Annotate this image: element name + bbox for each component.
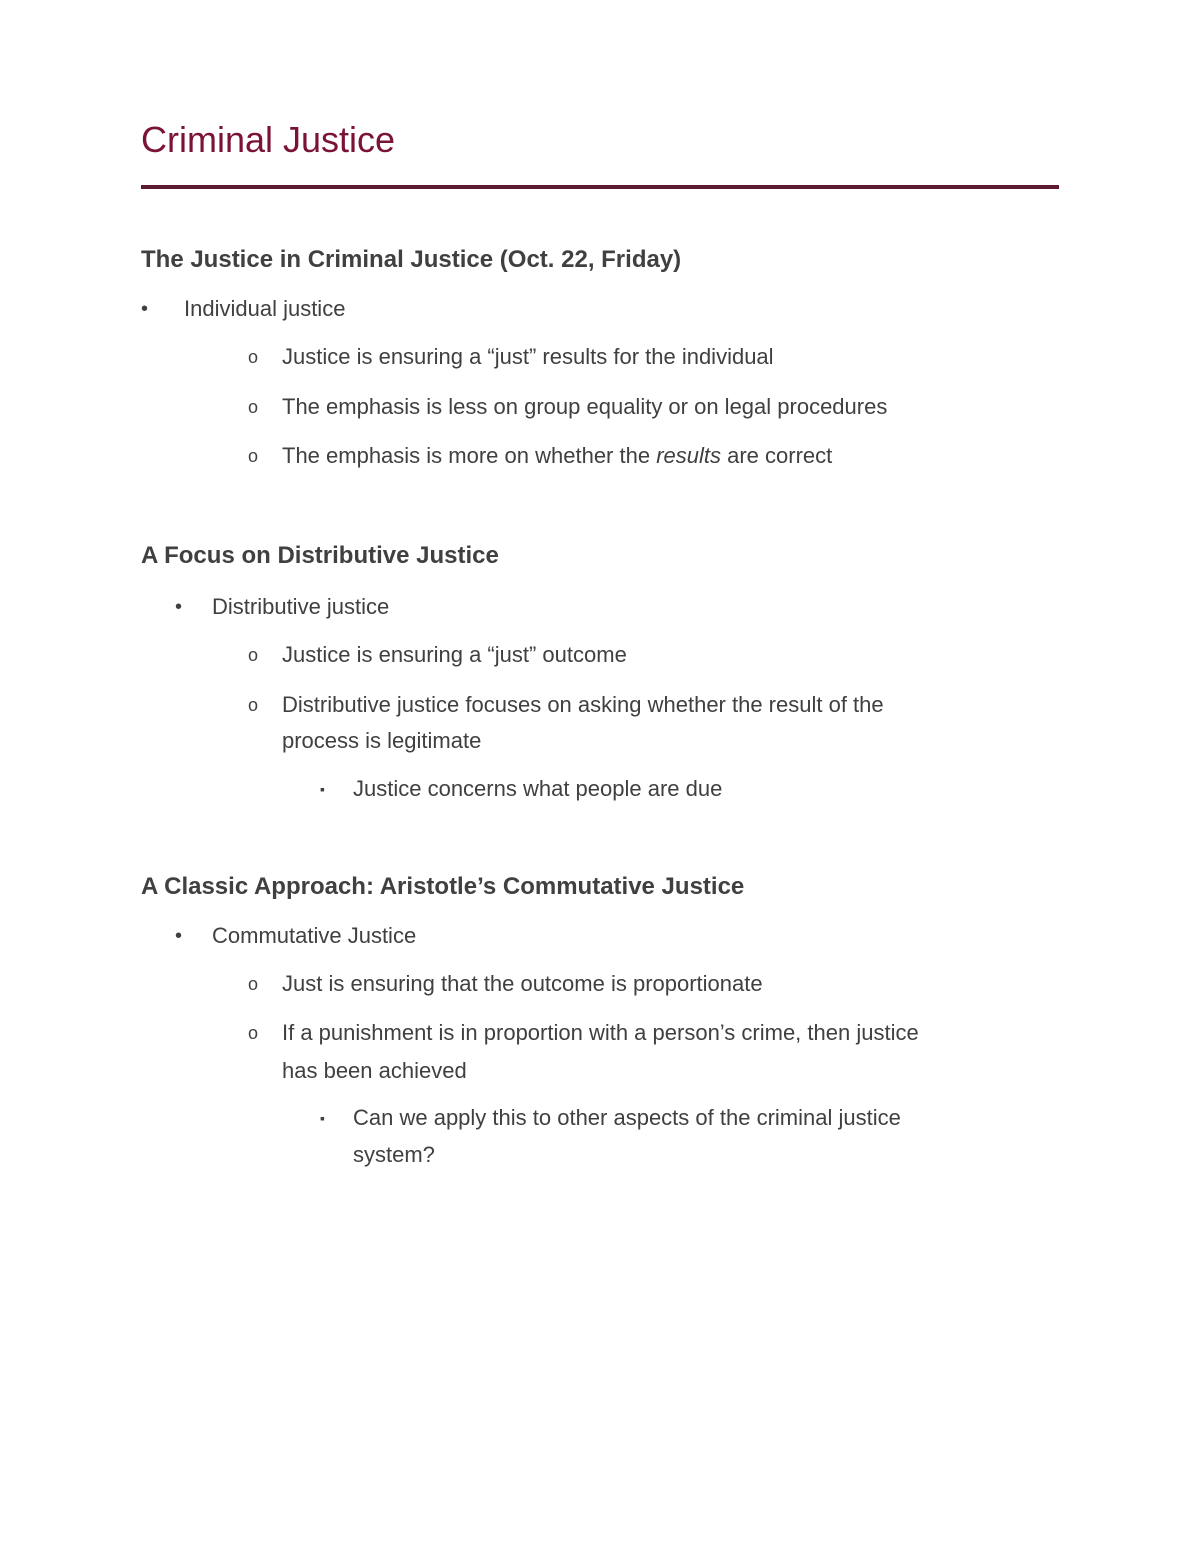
- list-item-continuation: system?: [353, 1142, 435, 1167]
- sub-bullet: o: [248, 446, 259, 466]
- list-item-individual-justice: Individual justice: [184, 296, 346, 321]
- list-item-text: are correct: [720, 443, 833, 468]
- sub-bullet: o: [248, 347, 259, 367]
- list-item: [282, 441, 832, 471]
- section-heading-commutative-justice: A Classic Approach: Aristotle’s Commutative Justice: [141, 873, 745, 900]
- sub-sub-bullet: ▪: [320, 781, 325, 797]
- list-item: Just is ensuring that the outcome is proportionate: [282, 971, 763, 996]
- list-item-continuation: process is legitimate: [282, 728, 482, 753]
- list-item: Justice concerns what people are due: [353, 776, 723, 801]
- list-item: Justice is ensuring a “just” outcome: [282, 642, 627, 667]
- list-item: Can we apply this to other aspects of the criminal justice: [353, 1105, 901, 1130]
- bullet-point: •: [175, 596, 183, 618]
- title-underline: [141, 185, 1059, 189]
- section-heading-justice-in-criminal-justice: The Justice in Criminal Justice (Oct. 22, Friday): [141, 246, 682, 273]
- sub-bullet: o: [248, 974, 259, 994]
- emphasized-word: results: [656, 443, 721, 468]
- bullet-point: •: [175, 925, 183, 947]
- bullet-point: •: [141, 298, 149, 320]
- sub-bullet: o: [248, 397, 259, 417]
- list-item-text: The emphasis is more on whether the: [282, 443, 657, 468]
- list-item: If a punishment is in proportion with a person’s crime, then justice: [282, 1020, 919, 1045]
- sub-sub-bullet: ▪: [320, 1110, 325, 1126]
- list-item: Distributive justice focuses on asking whether the result of the: [282, 692, 884, 717]
- list-item: The emphasis is less on group equality or on legal procedures: [282, 394, 888, 419]
- document-title: Criminal Justice: [141, 119, 396, 160]
- sub-bullet: o: [248, 1023, 259, 1043]
- sub-bullet: o: [248, 695, 259, 715]
- list-item-commutative-justice: Commutative Justice: [212, 923, 417, 948]
- list-item: Justice is ensuring a “just” results for the individual: [282, 344, 774, 369]
- list-item-continuation: has been achieved: [282, 1058, 467, 1083]
- sub-bullet: o: [248, 645, 259, 665]
- section-heading-distributive-justice: A Focus on Distributive Justice: [141, 542, 499, 569]
- list-item-distributive-justice: Distributive justice: [212, 594, 390, 619]
